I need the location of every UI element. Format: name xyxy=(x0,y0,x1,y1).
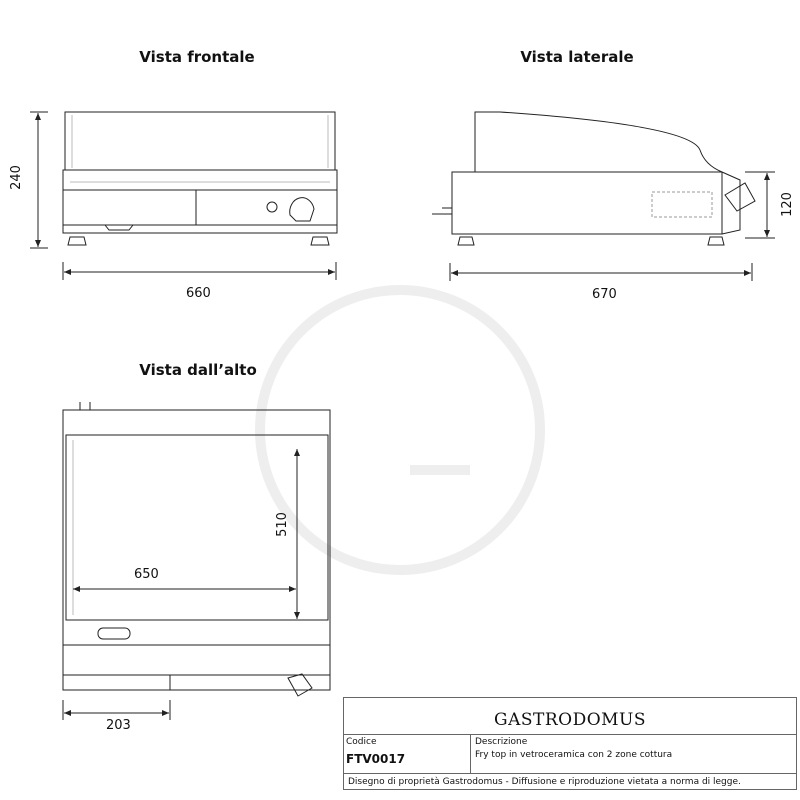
side-height-dimension: 120 xyxy=(779,192,795,217)
product-description: Fry top in vetroceramica con 2 zone cottura xyxy=(475,750,673,760)
top-width-dimension: 650 xyxy=(134,567,159,582)
top-view-title: Vista dall’alto xyxy=(139,361,257,379)
product-code: FTV0017 xyxy=(346,752,406,766)
side-width-dimension: 670 xyxy=(592,287,617,302)
side-view-drawing xyxy=(432,112,775,281)
title-block xyxy=(343,697,797,790)
side-view-title: Vista laterale xyxy=(520,48,634,66)
front-view-drawing xyxy=(30,112,337,280)
front-height-dimension: 240 xyxy=(8,165,24,190)
copyright-notice: Disegno di proprietà Gastrodomus - Diffusione e riproduzione vietata a norma di legge. xyxy=(348,777,741,787)
front-view-title: Vista frontale xyxy=(139,48,255,66)
description-label: Descrizione xyxy=(475,737,528,747)
code-label: Codice xyxy=(346,737,377,747)
top-offset-dimension: 203 xyxy=(106,718,131,733)
front-width-dimension: 660 xyxy=(186,286,211,301)
top-depth-dimension: 510 xyxy=(274,512,290,537)
top-view-drawing xyxy=(63,402,330,720)
watermark-logo xyxy=(260,290,540,570)
brand-logo: GASTRODOMUS xyxy=(344,698,796,735)
